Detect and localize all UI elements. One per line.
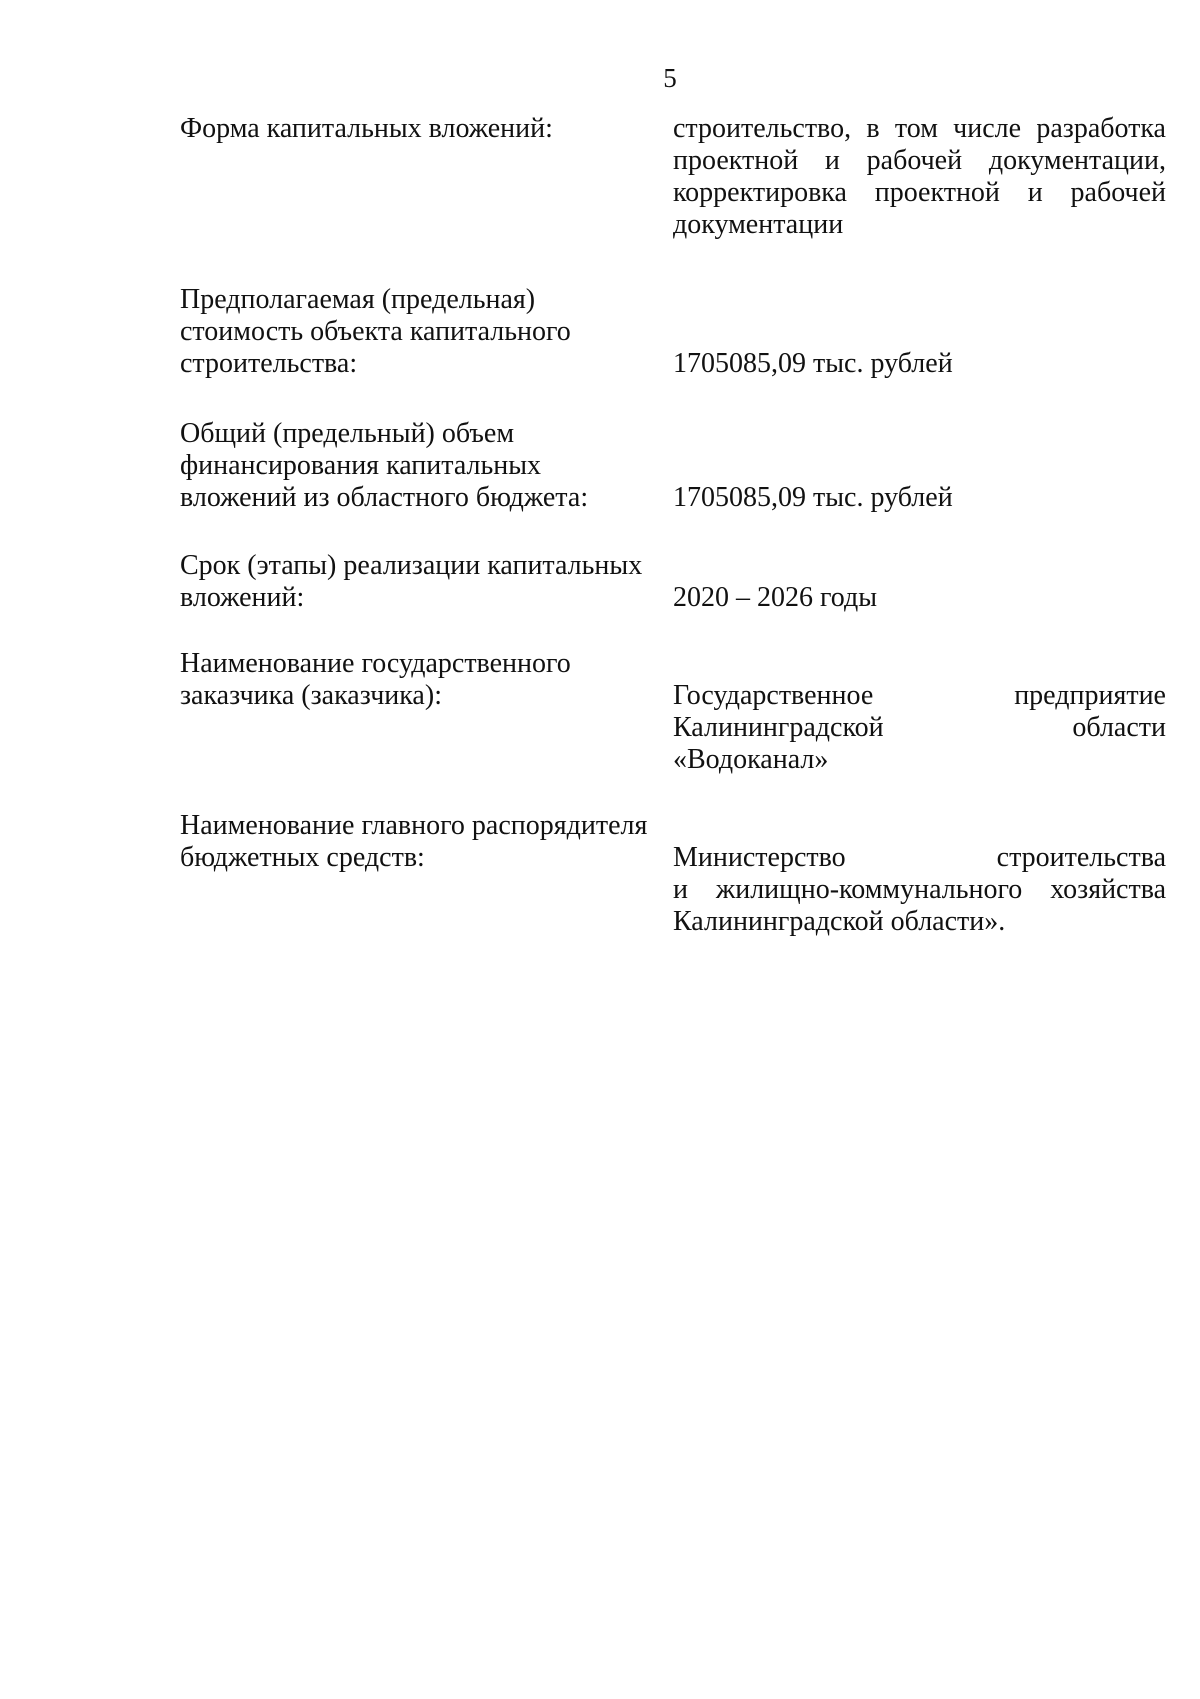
value-line: Государственное предприятие (673, 680, 1166, 711)
value-line: и жилищно-коммунального хозяйства (673, 874, 1166, 905)
value-line: 2020 – 2026 годы (673, 582, 878, 613)
value-line: Калининградской области (673, 712, 1166, 743)
value-line: 1705085,09 тыс. рублей (673, 482, 953, 513)
field-value (673, 482, 1166, 514)
field-value (673, 582, 1166, 614)
value-line: корректировка проектной и рабочей (673, 177, 1166, 208)
field-label: Предполагаемая (предельная) стоимость объекта капитального строительства: (180, 284, 571, 379)
field-label: Наименование государственного заказчика (заказчика): (180, 648, 571, 711)
field-value (673, 113, 1166, 241)
field-value (673, 680, 1166, 776)
value-line: «Водоканал» (673, 744, 829, 775)
field-label: Срок (этапы) реализации капитальных вложений: (180, 550, 643, 613)
field-label: Общий (предельный) объем финансирования капитальных вложений из областного бюджета: (180, 418, 589, 513)
field-label: Наименование главного распорядителя бюджетных средств: (180, 810, 648, 873)
page-number: 5 (663, 63, 677, 93)
value-line: Министерство строительства (673, 842, 1166, 873)
field-value (673, 348, 1166, 380)
value-line: проектной и рабочей документации, (673, 145, 1166, 176)
value-line: документации (673, 209, 844, 240)
value-line: Калининградской области». (673, 906, 1006, 937)
value-line: 1705085,09 тыс. рублей (673, 348, 953, 379)
field-label: Форма капитальных вложений: (180, 113, 553, 144)
field-value (673, 842, 1166, 938)
value-line: строительство, в том числе разработка (673, 113, 1166, 144)
